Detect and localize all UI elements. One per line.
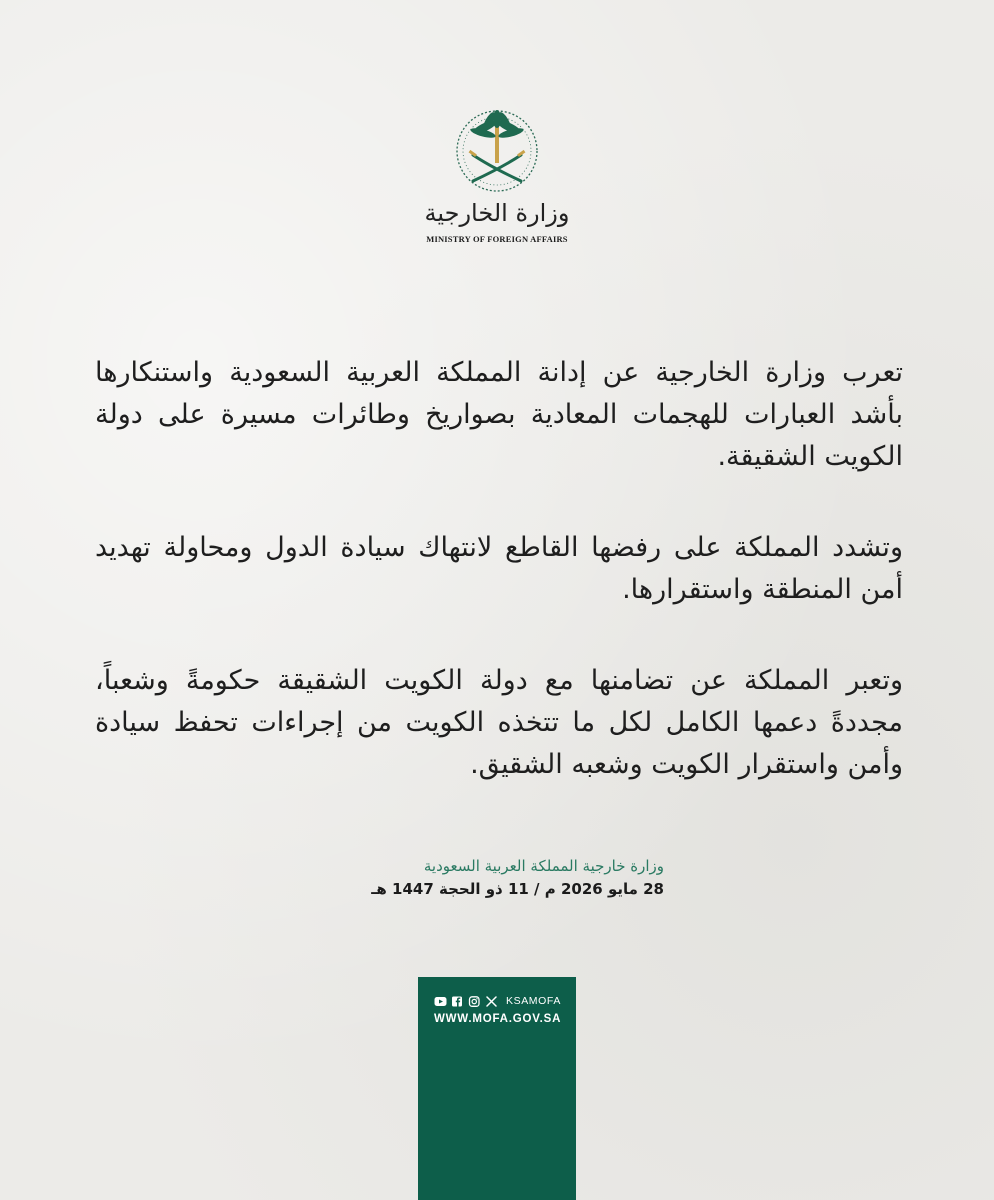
statement-body [95,352,903,835]
footer-panel [418,977,576,1200]
statement-paragraph-3: وتعبر المملكة عن تضامنها مع دولة الكويت الشقيقة حكومةً وشعباً، مجددةً دعمها الكامل لكل ما تتخذه الكويت من إجراءات تحفظ سيادة وأمن واستقرار الكويت وشعبه الشقيق. [95,665,903,780]
statement-paragraph-2: وتشدد المملكة على رفضها القاطع لانتهاك سيادة الدول ومحاولة تهديد أمن المنطقة واستقرارها. [95,532,903,605]
ministry-name-en: MINISTRY OF FOREIGN AFFAIRS [426,234,568,244]
social-handle[interactable]: KSAMOFA [506,995,561,1007]
statement-paragraph-1: تعرب وزارة الخارجية عن إدانة المملكة العربية السعودية واستنكارها بأشد العبارات للهجمات المعادية بصواريخ وطائرات مسيرة على دولة الكويت الشقيقة. [95,357,903,472]
signature-block [300,855,664,901]
x-icon[interactable] [485,996,498,1007]
signature-date: 28 مايو 2026 م / 11 ذو الحجة 1447 هـ [371,880,664,898]
social-links [434,995,561,1007]
website-link[interactable]: WWW.MOFA.GOV.SA [434,1013,562,1025]
svg-text:وزارة الخارجية: وزارة الخارجية [424,199,570,227]
youtube-icon[interactable] [434,996,447,1007]
instagram-icon[interactable] [468,996,481,1007]
facebook-icon[interactable] [451,996,464,1007]
emblem-icon [417,105,577,250]
signature-name: وزارة خارجية المملكة العربية السعودية [423,857,664,875]
